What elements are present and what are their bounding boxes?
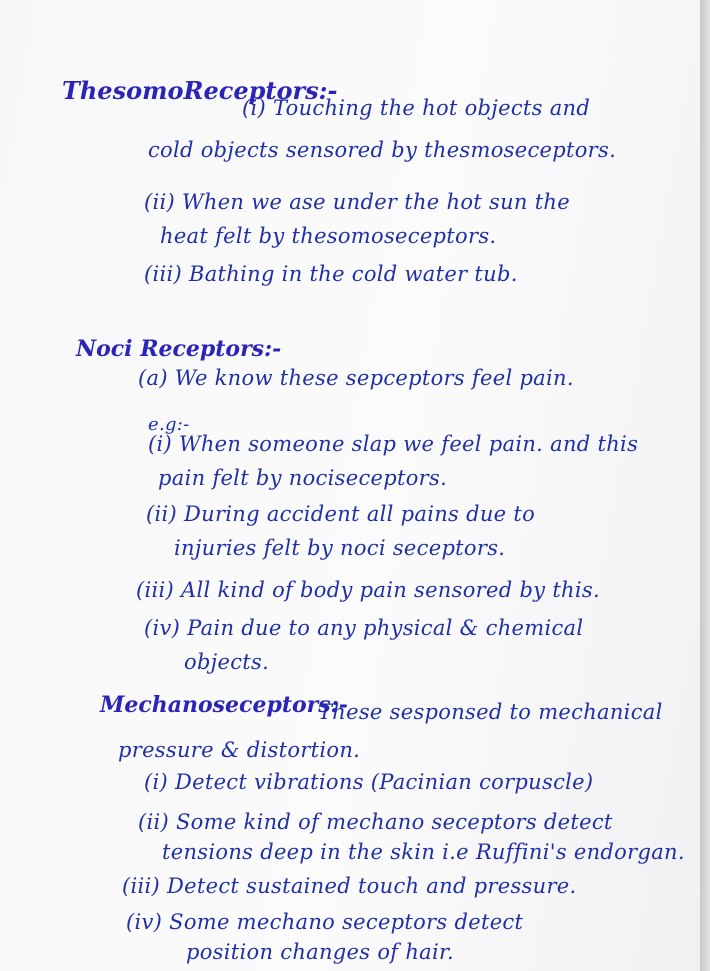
mechano-line-4: tensions deep in the skin i.e Ruffini's endorgan. [162, 840, 685, 864]
mechano-line-6: (iv) Some mechano seceptors detect [126, 910, 524, 934]
thermo-line-4: heat felt by thesomoseceptors. [160, 224, 497, 248]
thermoreceptors-heading: ThesomoReceptors:- [62, 76, 338, 105]
noci-line-1: (a) We know these sepceptors feel pain. [138, 366, 574, 390]
mechano-line-2: (i) Detect vibrations (Pacinian corpuscle) [144, 770, 594, 794]
noci-line-2: e.g:- [148, 414, 190, 435]
mechano-intro: These sesponsed to mechanical [318, 700, 663, 724]
noci-line-5: (ii) During accident all pains due to [146, 502, 536, 526]
paper-edge [700, 0, 710, 971]
mechano-line-3: (ii) Some kind of mechano seceptors detect [138, 810, 613, 834]
noci-line-4: pain felt by nociseceptors. [158, 466, 448, 490]
mechano-line-5: (iii) Detect sustained touch and pressure. [122, 874, 577, 898]
thermo-line-1: (i) Touching the hot objects and [242, 96, 591, 120]
noci-line-8: (iv) Pain due to any physical & chemical [144, 616, 584, 640]
thermo-line-3: (ii) When we ase under the hot sun the [144, 190, 570, 214]
noci-line-9: objects. [184, 650, 270, 674]
noci-receptors-heading: Noci Receptors:- [76, 336, 282, 362]
thermo-line-5: (iii) Bathing in the cold water tub. [144, 262, 518, 286]
mechano-line-7: position changes of hair. [186, 940, 454, 964]
mechano-line-1: pressure & distortion. [118, 738, 361, 762]
noci-line-3: (i) When someone slap we feel pain. and this [148, 432, 639, 456]
mechanoreceptors-heading: Mechanoseceptors:- [100, 692, 348, 718]
noci-line-7: (iii) All kind of body pain sensored by this. [136, 578, 600, 602]
noci-line-6: injuries felt by noci seceptors. [174, 536, 506, 560]
thermo-line-2: cold objects sensored by thesmoseceptors. [148, 138, 617, 162]
